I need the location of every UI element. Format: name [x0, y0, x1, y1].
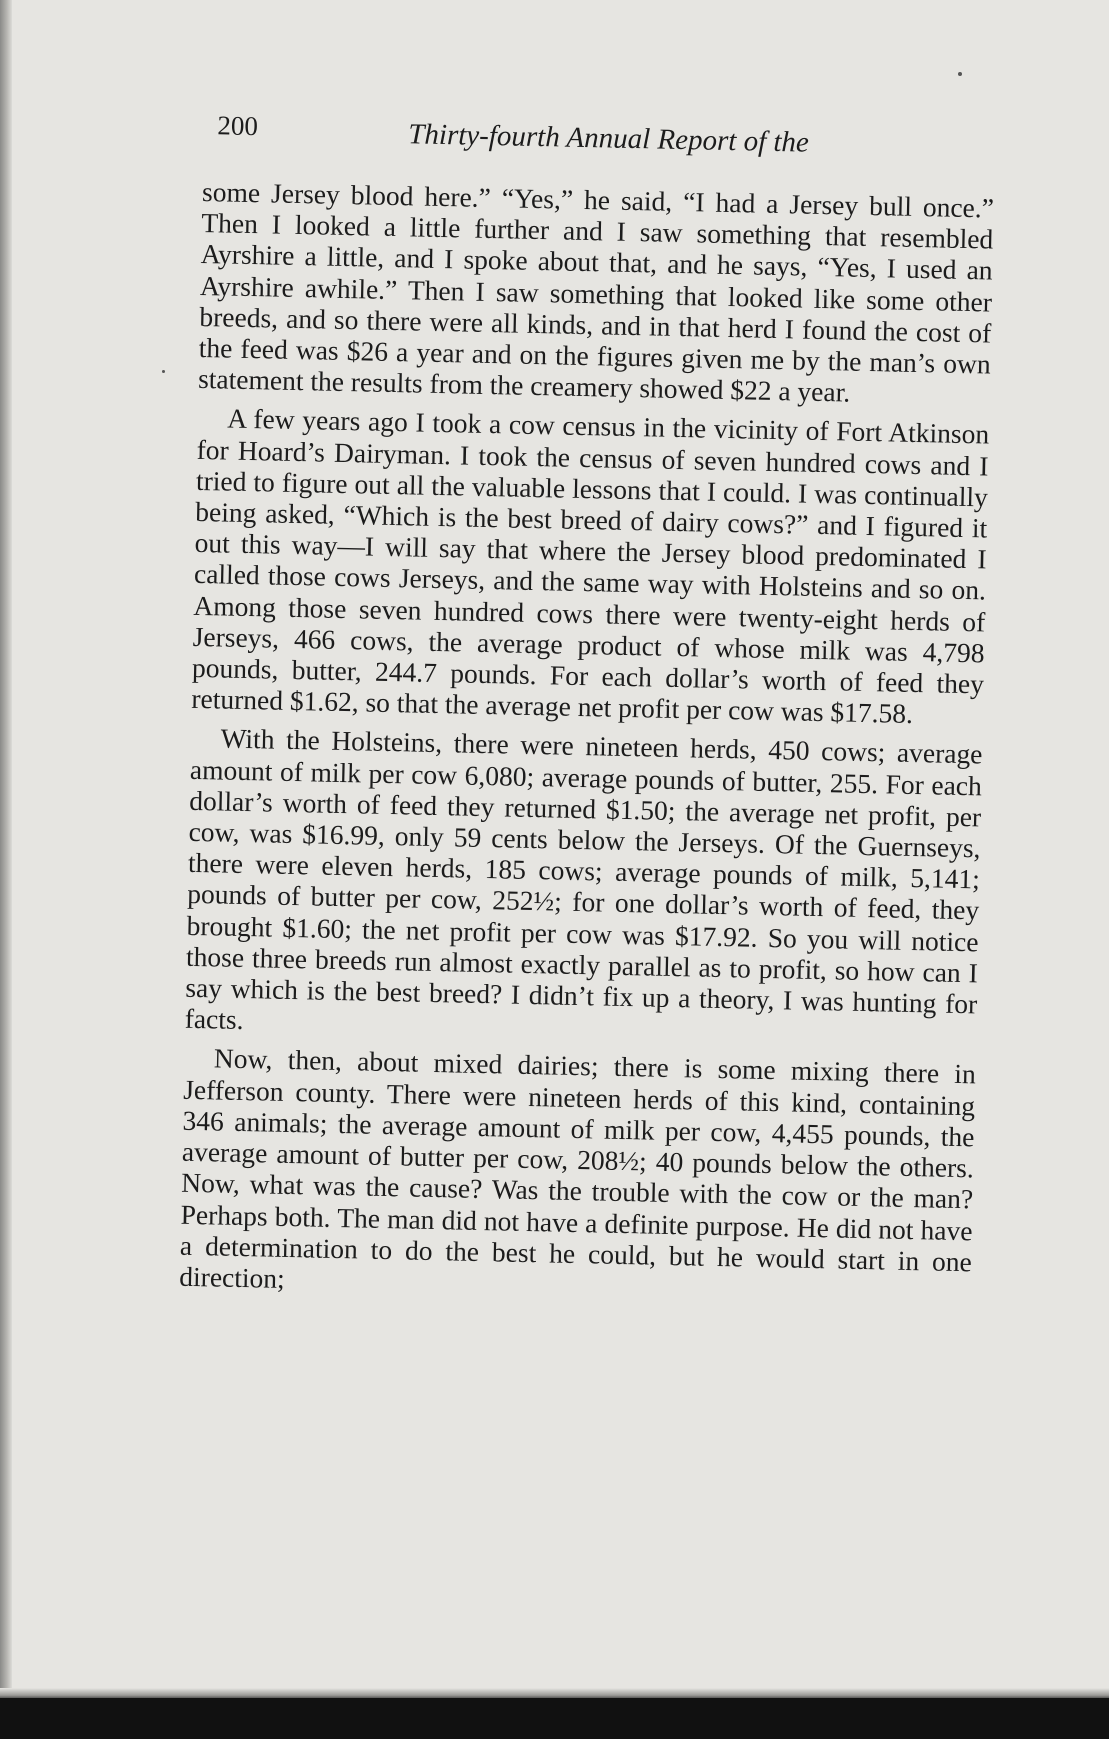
paragraph-4: Now, then, about mixed dairies; there is some mixing there in Jefferson county. There were nineteen herds of this kind, containing 346 animals; the average amount of milk per cow, 4,455 pounds, the average amount of butter per cow, 208½; 40 pounds below the others. Now, what was the cause? Was the trouble with the cow or the man? Perhaps both. The man did not have a definite purpose. He did not have a determination to do the best he could, but he would start in one direction; — [179, 1042, 977, 1294]
paragraph-1: some Jersey blood here.” “Yes,” he said, “I had a Jersey bull once.” Then I looked a little further and I saw something that resembled Ayrshire a little, and I spoke about that, and he says, “Yes, I used an Ayrshire awhile.” Then I saw something that looked like some other breeds, and so there were all kinds, and in that herd I found the cost of the feed was $26 a year and on the figures given me by the man’s own statement the results from the creamery showed $22 a year. — [197, 175, 995, 408]
scanner-bed-band — [0, 1698, 1109, 1739]
running-title: Thirty-fourth Annual Report of the — [407, 118, 810, 159]
paragraph-3: With the Holsteins, there were nineteen herds, 450 cows; average amount of milk per cow 6,080; average pounds of butter, 255. For each dollar’s worth of feed they returned $1.50; the average net profit, per cow, was $16.99, only 59 cents below the Jerseys. Of the Guernseys, there were eleven herds, 185 cows; average pounds of milk, 5,141; pounds of butter per cow, 252½; for one dollar’s worth of feed, they brought $1.60; the net profit per cow was $17.92. So you will notice those three breeds run almost exactly parallel as to profit, so how can I say which is the best breed? I didn’t fix up a theory, I was hunting for facts. — [184, 722, 983, 1036]
page-content — [179, 100, 996, 1316]
scan-speck — [162, 370, 165, 373]
page-left-edge-shadow — [0, 0, 12, 1739]
scan-speck — [958, 72, 962, 76]
page-number: 200 — [217, 110, 259, 142]
paragraph-2: A few years ago I took a cow census in the vicinity of Fort Atkinson for Hoard’s Dairyman. I took the census of seven hundred cows and I tried to figure out all the valuable lessons that I could. I was continually being asked, “Which is the best breed of dairy cows?” and I figured it out this way—I will say that where the Jersey blood predominated I called those cows Jerseys, and the same way with Holsteins and so on. Among those seven hundred cows there were twenty-eight herds of Jerseys, 466 cows, the average product of whose milk was 4,798 pounds, butter, 244.7 pounds. For each dollar’s worth of feed they returned $1.62, so that the average net profit per cow was $17.58. — [191, 402, 990, 730]
running-head — [203, 100, 996, 161]
body-text — [179, 176, 994, 1308]
